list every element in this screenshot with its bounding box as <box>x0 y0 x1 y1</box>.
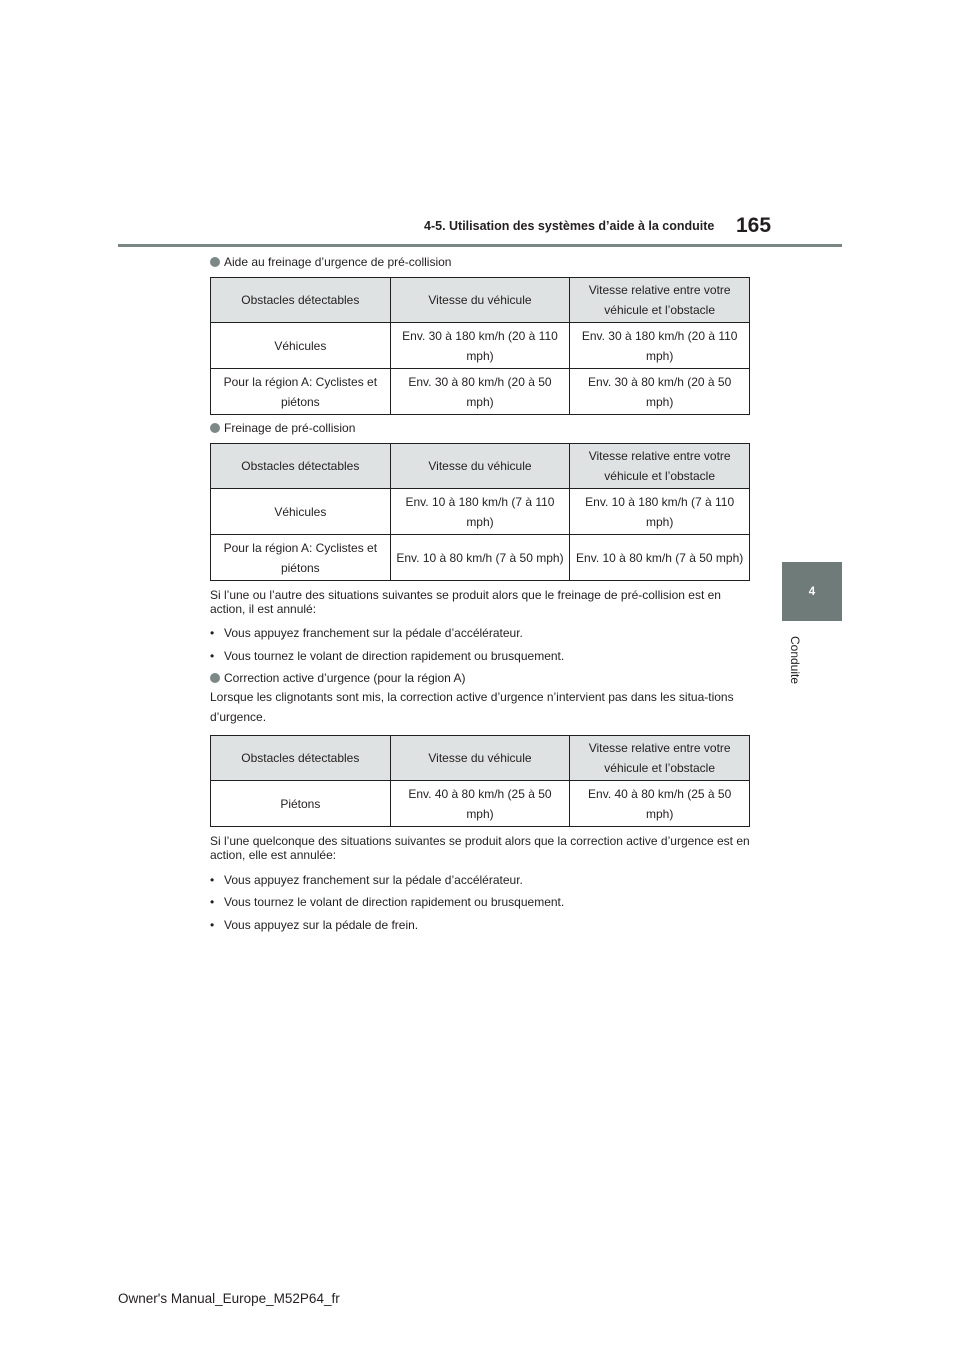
column-header: Obstacles détectables <box>211 444 391 489</box>
column-header: Vitesse relative entre votre véhicule et l’obstacle <box>570 736 750 781</box>
section1-heading <box>210 255 451 269</box>
list-item <box>210 873 523 887</box>
table-cell: Env. 30 à 180 km/h (20 à 110 mph) <box>390 323 570 369</box>
chapter-tab <box>782 562 842 621</box>
chapter-number: 4 <box>808 585 816 598</box>
table-row <box>211 323 750 369</box>
table-row <box>211 489 750 535</box>
table-row <box>211 369 750 415</box>
list-bullet: • <box>210 649 215 663</box>
table-cell: Pour la région A: Cyclistes et piétons <box>211 535 391 581</box>
column-header: Obstacles détectables <box>211 278 391 323</box>
section3-heading-text: Correction active d’urgence (pour la région A) <box>224 671 466 685</box>
table-cell: Env. 10 à 180 km/h (7 à 110 mph) <box>570 489 750 535</box>
column-header: Vitesse du véhicule <box>390 278 570 323</box>
list-bullet: • <box>210 918 215 932</box>
column-header: Vitesse du véhicule <box>390 736 570 781</box>
section-title: 4-5. Utilisation des systèmes d’aide à la conduite <box>424 219 715 233</box>
list-item <box>210 649 564 663</box>
table-cell: Env. 40 à 80 km/h (25 à 50 mph) <box>390 781 570 827</box>
list-item-text: Vous appuyez franchement sur la pédale d’accélérateur. <box>224 626 523 640</box>
list-item-text: Vous tournez le volant de direction rapidement ou brusquement. <box>224 895 565 909</box>
bullet-circle-icon <box>210 423 220 433</box>
table-cell: Véhicules <box>211 323 391 369</box>
table-header-row <box>211 736 750 781</box>
chapter-label-box <box>785 632 805 688</box>
table-cell: Env. 30 à 180 km/h (20 à 110 mph) <box>570 323 750 369</box>
table-cell: Env. 10 à 180 km/h (7 à 110 mph) <box>390 489 570 535</box>
section2-table <box>210 443 750 581</box>
list-item <box>210 895 564 909</box>
list-item <box>210 918 418 932</box>
table-cell: Env. 30 à 80 km/h (20 à 50 mph) <box>390 369 570 415</box>
column-header: Vitesse relative entre votre véhicule et l’obstacle <box>570 444 750 489</box>
table-cell: Env. 40 à 80 km/h (25 à 50 mph) <box>570 781 750 827</box>
section3-intro: Lorsque les clignotants sont mis, la correction active d’urgence n’intervient pas dans les situa-tions d’urgence. <box>210 690 734 724</box>
footer-text: Owner's Manual_Europe_M52P64_fr <box>118 1291 340 1306</box>
header-rule <box>118 244 842 247</box>
bullet-circle-icon <box>210 673 220 683</box>
column-header: Vitesse relative entre votre véhicule et l’obstacle <box>570 278 750 323</box>
table-cell: Piétons <box>211 781 391 827</box>
section2-heading <box>210 421 355 435</box>
section1-heading-text: Aide au freinage d’urgence de pré-collision <box>224 255 452 269</box>
section3-heading <box>210 671 465 685</box>
section3-note: Si l’une quelconque des situations suivantes se produit alors que la correction active d’urgence est en action, elle est annulée: <box>210 834 750 862</box>
column-header: Vitesse du véhicule <box>390 444 570 489</box>
section3-table <box>210 735 750 827</box>
list-item <box>210 626 523 640</box>
page-number: 165 <box>736 214 772 237</box>
list-bullet: • <box>210 626 215 640</box>
table-cell: Env. 10 à 80 km/h (7 à 50 mph) <box>390 535 570 581</box>
section2-heading-text: Freinage de pré-collision <box>224 421 356 435</box>
table-row <box>211 781 750 827</box>
table-cell: Env. 10 à 80 km/h (7 à 50 mph) <box>570 535 750 581</box>
column-header: Obstacles détectables <box>211 736 391 781</box>
table-header-row <box>211 444 750 489</box>
section1-table <box>210 277 750 415</box>
table-cell: Pour la région A: Cyclistes et piétons <box>211 369 391 415</box>
list-item-text: Vous appuyez sur la pédale de frein. <box>224 918 419 932</box>
chapter-label: Conduite <box>788 635 803 685</box>
list-bullet: • <box>210 873 215 887</box>
table-cell: Véhicules <box>211 489 391 535</box>
list-item-text: Vous appuyez franchement sur la pédale d’accélérateur. <box>224 873 523 887</box>
list-bullet: • <box>210 895 215 909</box>
table-cell: Env. 30 à 80 km/h (20 à 50 mph) <box>570 369 750 415</box>
section2-note: Si l’une ou l’autre des situations suivantes se produit alors que le freinage de pré-collision est en action, il est annulé: <box>210 588 721 616</box>
table-header-row <box>211 278 750 323</box>
list-item-text: Vous tournez le volant de direction rapidement ou brusquement. <box>224 649 565 663</box>
bullet-circle-icon <box>210 257 220 267</box>
table-row <box>211 535 750 581</box>
